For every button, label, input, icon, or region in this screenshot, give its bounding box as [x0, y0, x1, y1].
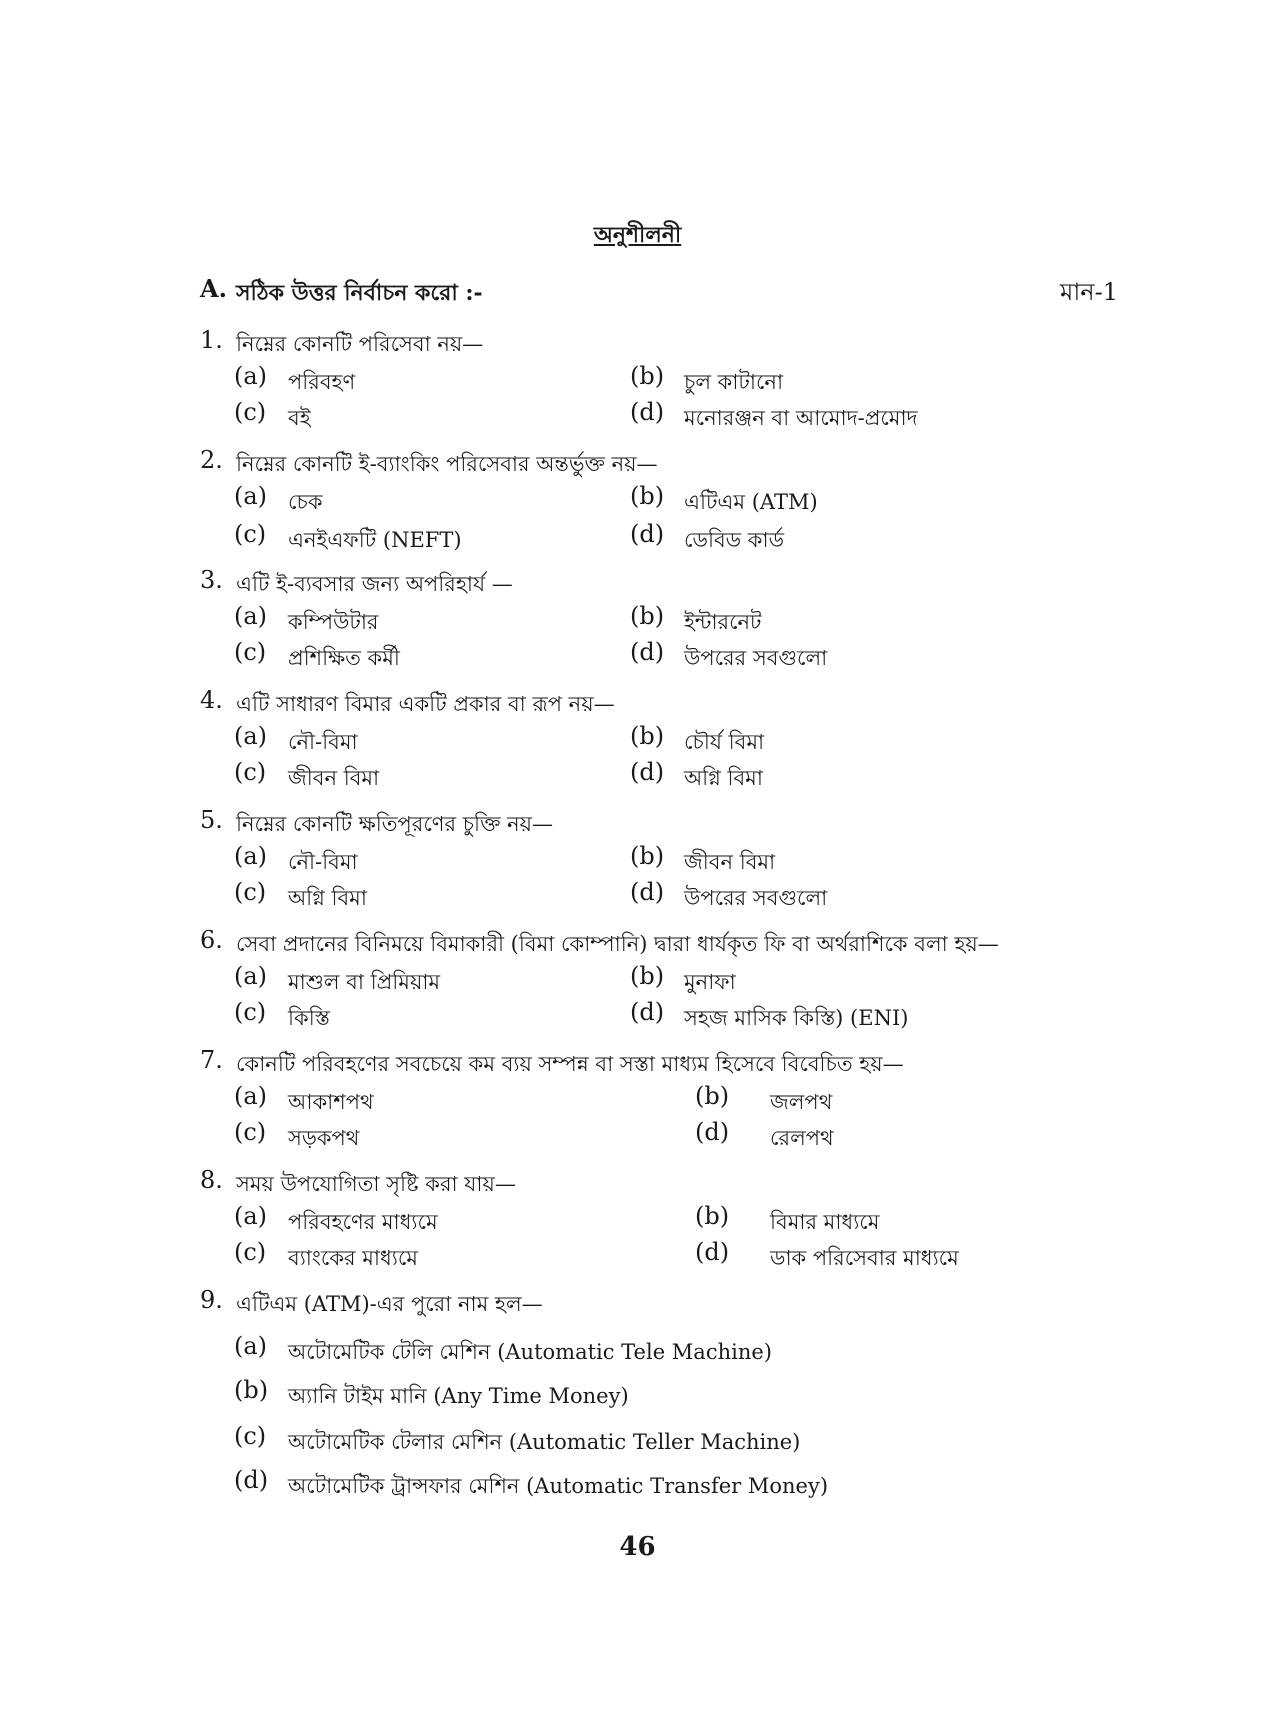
- question-number: 5.: [200, 806, 223, 834]
- option-text: সহজ মাসিক কিস্তি) (ENI): [684, 1006, 909, 1030]
- question-number: 2.: [200, 446, 223, 474]
- option-text: জীবন বিমা: [684, 850, 776, 874]
- question-4: [200, 686, 1100, 790]
- option-text: প্রশিক্ষিত কর্মী: [288, 646, 400, 670]
- option-label: (b): [695, 1202, 730, 1230]
- question-text: সেবা প্রদানের বিনিময়ে বিমাকারী (বিমা কোম্পানি) দ্বারা ধার্যকৃত ফি বা অর্থরাশিকে বলা হয়—: [236, 932, 999, 956]
- question-number: 9.: [200, 1286, 223, 1314]
- option-label: (c): [234, 638, 267, 666]
- option-label: (d): [630, 878, 665, 906]
- option-label: (c): [234, 398, 267, 426]
- option-text: মাশুল বা প্রিমিয়াম: [288, 970, 441, 994]
- option-label: (c): [234, 758, 267, 786]
- question-7: [200, 1046, 1100, 1150]
- page-number: 46: [619, 1532, 656, 1562]
- option-label: (c): [234, 1422, 267, 1450]
- option-label: (a): [234, 482, 268, 510]
- option-text: ডাক পরিসেবার মাধ্যমে: [770, 1246, 959, 1270]
- option-text: বিমার মাধ্যমে: [770, 1210, 880, 1234]
- option-text: আকাশপথ: [288, 1090, 374, 1114]
- question-number: 1.: [200, 326, 223, 354]
- question-5: [200, 806, 1100, 910]
- option-label: (c): [234, 878, 267, 906]
- option-label: (d): [630, 758, 665, 786]
- option-label: (b): [630, 722, 665, 750]
- question-9: [200, 1286, 1100, 1498]
- question-number: 6.: [200, 926, 223, 954]
- option-label: (b): [630, 482, 665, 510]
- section-marks: মান-1: [1060, 278, 1118, 306]
- option-label: (a): [234, 842, 268, 870]
- option-text: এনইএফটি (NEFT): [288, 528, 462, 552]
- option-label: (b): [630, 962, 665, 990]
- option-text: অগ্নি বিমা: [288, 886, 367, 910]
- option-text: নৌ-বিমা: [288, 850, 358, 874]
- option-text: কিস্তি: [288, 1006, 330, 1030]
- option-text: পরিবহণ: [288, 370, 356, 394]
- option-label: (a): [234, 1202, 268, 1230]
- question-text: এটিএম (ATM)-এর পুরো নাম হল—: [236, 1292, 543, 1316]
- section-letter: A.: [200, 274, 227, 303]
- option-text: মনোরঞ্জন বা আমোদ-প্রমোদ: [684, 406, 918, 430]
- option-text: চেক: [288, 490, 323, 514]
- option-text: রেলপথ: [770, 1126, 834, 1150]
- option-label: (b): [234, 1376, 269, 1404]
- option-label: (d): [630, 520, 665, 548]
- question-number: 7.: [200, 1046, 223, 1074]
- option-text: ইন্টারনেট: [684, 610, 762, 634]
- question-1: [200, 326, 1100, 430]
- question-text: এটি সাধারণ বিমার একটি প্রকার বা রূপ নয়—: [236, 692, 615, 716]
- section-header: [200, 274, 1118, 310]
- option-text: উপরের সবগুলো: [684, 886, 828, 910]
- question-text: নিম্নের কোনটি পরিসেবা নয়—: [236, 332, 484, 356]
- question-8: [200, 1166, 1100, 1270]
- page-title: অনুশীলনী: [593, 222, 682, 248]
- option-text: নৌ-বিমা: [288, 730, 358, 754]
- option-label: (c): [234, 998, 267, 1026]
- question-text: সময় উপযোগিতা সৃষ্টি করা যায়—: [236, 1172, 516, 1196]
- option-text: পরিবহণের মাধ্যমে: [288, 1210, 438, 1234]
- option-label: (c): [234, 1118, 267, 1146]
- option-label: (a): [234, 602, 268, 630]
- question-text: কোনটি পরিবহণের সবচেয়ে কম ব্যয় সম্পন্ন বা সস্তা মাধ্যম হিসেবে বিবেচিত হয়—: [236, 1052, 904, 1076]
- option-text: চুল কাটানো: [684, 370, 784, 394]
- option-text: সড়কপথ: [288, 1126, 360, 1150]
- option-label: (a): [234, 1332, 268, 1360]
- option-label: (d): [630, 998, 665, 1026]
- option-label: (b): [695, 1082, 730, 1110]
- option-label: (c): [234, 520, 267, 548]
- question-3: [200, 566, 1100, 670]
- option-label: (d): [630, 398, 665, 426]
- option-text: কম্পিউটার: [288, 610, 379, 634]
- option-text: অগ্নি বিমা: [684, 766, 763, 790]
- option-text: অটোমেটিক ট্রান্সফার মেশিন (Automatic Transfer Money): [288, 1474, 829, 1498]
- option-label: (b): [630, 602, 665, 630]
- option-text: ডেবিড কার্ড: [684, 528, 785, 552]
- option-label: (a): [234, 962, 268, 990]
- option-label: (d): [695, 1238, 730, 1266]
- option-text: অ্যানি টাইম মানি (Any Time Money): [288, 1384, 629, 1408]
- option-label: (a): [234, 362, 268, 390]
- question-6: [200, 926, 1100, 1030]
- section-instruction: সঠিক উত্তর নির্বাচন করো :-: [236, 280, 483, 306]
- option-label: (a): [234, 1082, 268, 1110]
- question-text: এটি ই-ব্যবসার জন্য অপরিহার্য —: [236, 572, 513, 596]
- option-label: (b): [630, 842, 665, 870]
- option-text: বই: [288, 406, 311, 430]
- question-2: [200, 446, 1100, 552]
- option-label: (d): [695, 1118, 730, 1146]
- option-label: (d): [630, 638, 665, 666]
- question-number: 3.: [200, 566, 223, 594]
- question-text: নিম্নের কোনটি ক্ষতিপূরণের চুক্তি নয়—: [236, 812, 554, 836]
- option-text: ব্যাংকের মাধ্যমে: [288, 1246, 418, 1270]
- option-text: অটোমেটিক টেলার মেশিন (Automatic Teller Machine): [288, 1430, 801, 1454]
- option-text: এটিএম (ATM): [684, 490, 818, 514]
- option-text: জলপথ: [770, 1090, 833, 1114]
- option-text: জীবন বিমা: [288, 766, 380, 790]
- option-label: (a): [234, 722, 268, 750]
- option-text: অটোমেটিক টেলি মেশিন (Automatic Tele Machine): [288, 1340, 772, 1364]
- option-text: মুনাফা: [684, 970, 736, 994]
- option-label: (d): [234, 1466, 269, 1494]
- question-number: 8.: [200, 1166, 223, 1194]
- question-text: নিম্নের কোনটি ই-ব্যাংকিং পরিসেবার অন্তর্ভুক্ত নয়—: [236, 452, 658, 476]
- option-text: উপরের সবগুলো: [684, 646, 828, 670]
- question-number: 4.: [200, 686, 223, 714]
- option-text: চৌর্য বিমা: [684, 730, 765, 754]
- option-label: (b): [630, 362, 665, 390]
- option-label: (c): [234, 1238, 267, 1266]
